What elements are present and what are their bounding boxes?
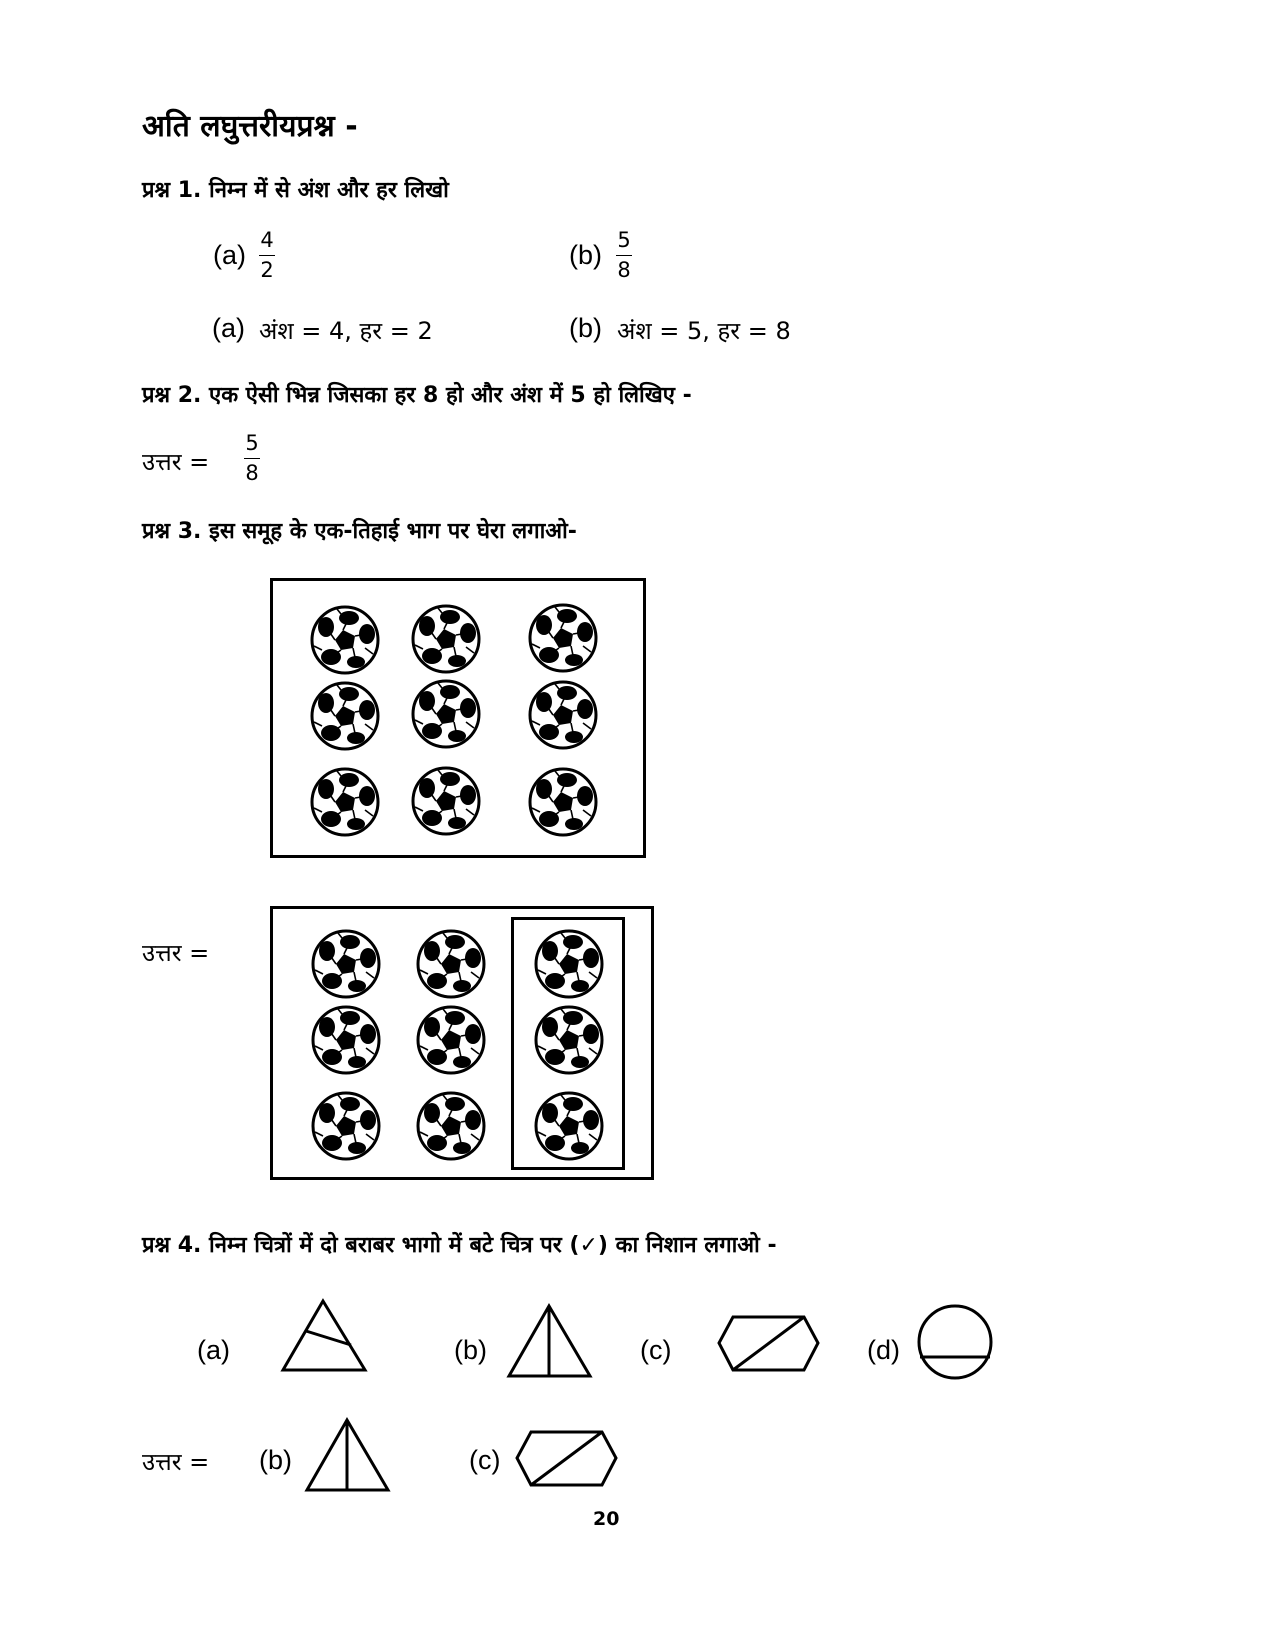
q1-answer-a: अंश = 4, हर = 2 — [259, 317, 433, 345]
q4-option-a-label: (a) — [197, 1335, 230, 1365]
triangle-halved-shape — [307, 1420, 388, 1490]
q4-answer-label: उत्तर = — [142, 1448, 210, 1476]
q1-answer-a-label: (a) — [212, 313, 245, 343]
q2-answer-denominator: 8 — [245, 461, 259, 485]
section-title: अति लघुत्तरीयप्रश्न - — [142, 109, 358, 144]
q3-answer-label: उत्तर = — [142, 939, 210, 967]
q1-answer-b-label: (b) — [569, 313, 602, 343]
q1-answer-b: अंश = 5, हर = 8 — [617, 317, 791, 345]
page-number: 20 — [593, 1508, 620, 1530]
question-4: प्रश्न 4. निम्न चित्रों में दो बराबर भागो में बटे चित्र पर (✓) का निशान लगाओ - — [142, 1233, 777, 1258]
question-1: प्रश्न 1. निम्न में से अंश और हर लिखो — [142, 178, 449, 203]
q4-option-c-label: (c) — [640, 1335, 672, 1365]
q1-option-b-label: (b) — [569, 240, 602, 270]
q1-fraction-b-denominator: 8 — [617, 258, 631, 282]
question-2: प्रश्न 2. एक ऐसी भिन्न जिसका हर 8 हो और अंश में 5 हो लिखिए - — [142, 383, 692, 408]
q1-fraction-a-denominator: 2 — [260, 258, 274, 282]
q4-answer-c-label: (c) — [469, 1445, 501, 1475]
q2-answer-numerator: 5 — [245, 431, 259, 455]
q1-fraction-b-numerator: 5 — [617, 228, 631, 252]
question-3: प्रश्न 3. इस समूह के एक-तिहाई भाग पर घेरा लगाओ- — [142, 519, 577, 544]
q4-option-d-label: (d) — [867, 1335, 900, 1365]
q4-option-b-label: (b) — [454, 1335, 487, 1365]
q1-fraction-a-numerator: 4 — [260, 228, 274, 252]
q4-answer-b-label: (b) — [259, 1445, 292, 1475]
hexagon-halved-shape — [517, 1432, 616, 1485]
q1-option-a-label: (a) — [213, 240, 246, 270]
q2-answer-label: उत्तर = — [142, 448, 210, 476]
